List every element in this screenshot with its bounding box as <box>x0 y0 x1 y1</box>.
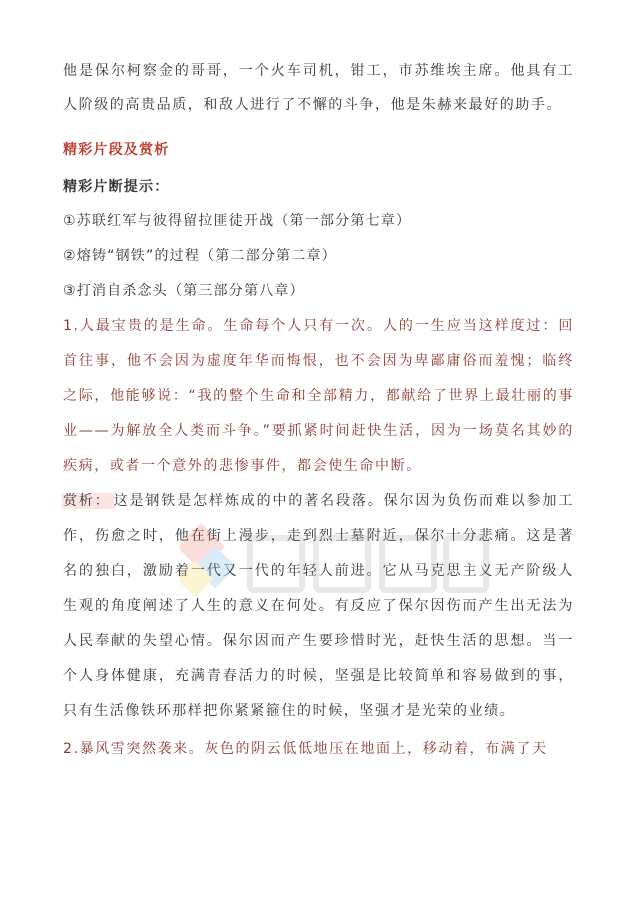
analysis-text: 这是钢铁是怎样炼成的中的著名段落。保尔因为负伤而难以参加工作，伤愈之时，他在街上漫步，走到烈士墓附近，保尔十分悲痛。这是著名的独白，激励着一代又一代的年轻人前进。它从马克思主义无产阶级人生观的角度阐述了人生的意义在何处。有反应了保尔因伤而产生出无法为人民奉献的失望心情。保尔因而产生要珍惜时光，赶快生活的思想。当一个人身体健康，充满青春活力的时候，坚强是比较简单和容易做到的事，只有生活像铁环那样把你紧紧箍住的时候，坚强才是光荣的业绩。 <box>63 493 574 719</box>
document-page <box>63 54 574 767</box>
hint-item-1: ①苏联红军与彼得留拉匪徒开战（第一部分第七章） <box>63 213 412 229</box>
hint-item-2: ②熔铸“钢铁”的过程（第二部分第二章） <box>63 248 337 264</box>
hint-title: 精彩片断提示： <box>63 179 170 195</box>
excerpt-2: 2.暴风雪突然袭来。灰色的阴云低低地压在地面上，移动着，布满了天 <box>63 741 548 757</box>
hint-item-3: ③打消自杀念头（第三部分第八章） <box>63 283 305 299</box>
section-title: 精彩片段及赏析 <box>63 142 170 158</box>
excerpt-1: 1.人最宝贵的是生命。生命每个人只有一次。人的一生应当这样度过：回首往事，他不会因为虚度年华而悔恨，也不会因为卑鄙庸俗而羞愧；临终之际，他能够说：“我的整个生命和全部精力，都献给了世界上最壮丽的事业——为解放全人类而斗争。”要抓紧时间赶快生活，因为一场莫名其妙的疾病，或者一个意外的悲惨事件，都会使生命中断。 <box>63 318 574 474</box>
analysis-label: 赏析： <box>62 493 114 509</box>
intro-paragraph: 他是保尔柯察金的哥哥，一个火车司机，钳工，市苏维埃主席。他具有工人阶级的高贵品质，和敌人进行了不懈的斗争，他是朱赫来最好的助手。 <box>63 63 574 113</box>
analysis-paragraph <box>63 484 574 729</box>
